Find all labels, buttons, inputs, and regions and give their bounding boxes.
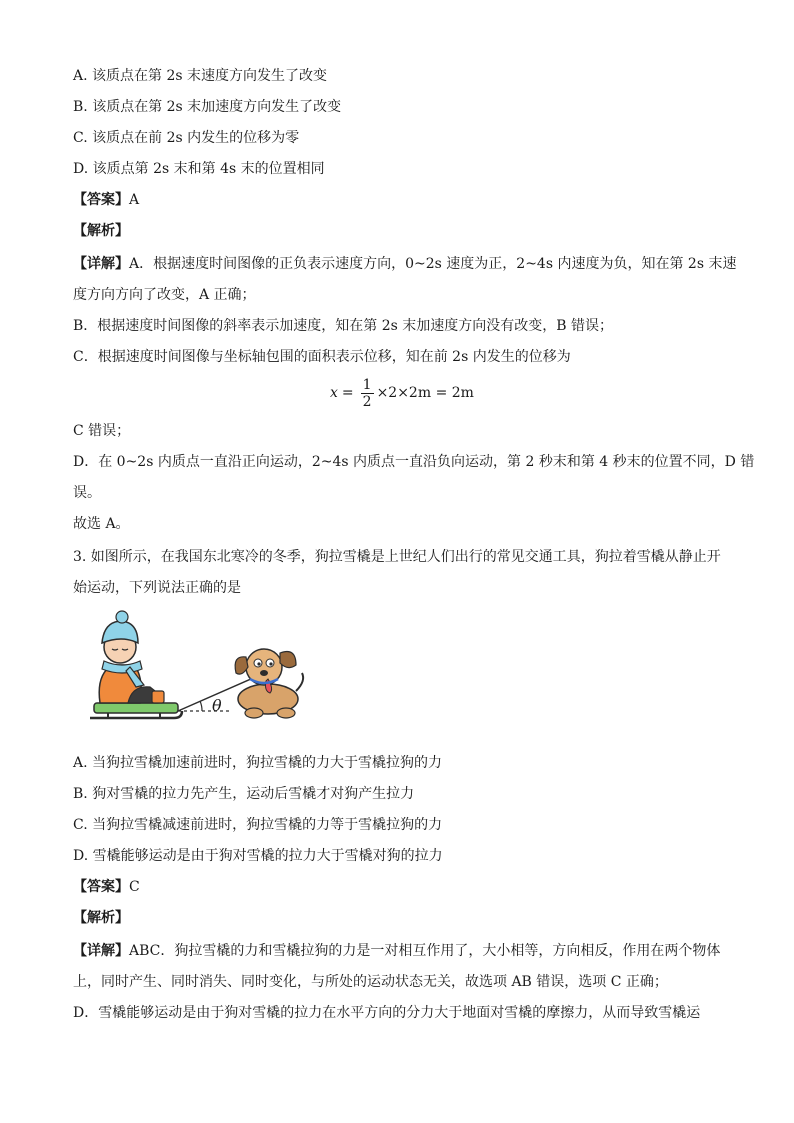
sled-seat [94, 703, 178, 713]
dog-sled-illustration [82, 605, 308, 731]
q3-stem-line1: 3. 如图所示，在我国东北寒冷的冬季，狗拉雪橇是上世纪人们出行的常见交通工具，狗拉着雪橇从静止开 [73, 549, 721, 565]
q3-option-d: D. 雪橇能够运动是由于狗对雪橇的拉力大于雪橇对狗的拉力 [73, 848, 443, 864]
answer-value: C [129, 879, 140, 895]
dog-paw [245, 708, 263, 718]
q2-option-a: A. 该质点在第 2s 末速度方向发生了改变 [73, 68, 328, 84]
q3-stem-line2: 始运动，下列说法正确的是 [73, 580, 241, 596]
q2-detail-a-line1 [73, 254, 737, 274]
detail-abc-text: ABC．狗拉雪橇的力和雪橇拉狗的力是一对相互作用了，大小相等，方向相反，作用在两个物体 [129, 943, 721, 959]
formula-lhs: x [330, 385, 338, 401]
q2-option-d: D. 该质点第 2s 末和第 4s 末的位置相同 [73, 161, 325, 177]
q2-detail-c: C．根据速度时间图像与坐标轴包围的面积表示位移，知在前 2s 内发生的位移为 [73, 349, 571, 365]
displacement-formula [330, 372, 530, 414]
q2-analysis-label: 【解析】 [73, 223, 129, 239]
dog-tail [296, 673, 303, 691]
child-boot [152, 691, 164, 703]
q3-detail-d-line1: D．雪橇能够运动是由于狗对雪橇的拉力在水平方向的分力大于地面对雪橇的摩擦力，从而导致雪橇运 [73, 1005, 701, 1021]
dog-nose [260, 670, 268, 676]
detail-a-text: A．根据速度时间图像的正负表示速度方向，0~2s 速度为正，2~4s 内速度为负，知在第 2s 末速 [129, 256, 737, 272]
detail-label: 【详解】 [73, 256, 129, 272]
formula-equals: = [341, 385, 354, 401]
q3-detail-abc-line2: 上，同时产生、同时消失、同时变化，与所处的运动状态无关，故选项 AB 错误，选项 C 正确； [73, 974, 668, 990]
q2-detail-a-line2: 度方向方向了改变，A 正确； [73, 287, 256, 303]
formula-fraction [361, 377, 374, 410]
fraction-numerator: 1 [362, 376, 372, 393]
q3-option-a: A. 当狗拉雪橇加速前进时，狗拉雪橇的力大于雪橇拉狗的力 [73, 755, 443, 771]
answer-label: 【答案】 [73, 879, 129, 895]
q2-conclusion: 故选 A。 [73, 516, 130, 532]
answer-value: A [129, 192, 140, 208]
formula-rhs: ×2×2m = 2m [376, 385, 474, 401]
dog-pupil [257, 662, 260, 665]
child-hat [102, 621, 138, 643]
q2-option-c: C. 该质点在前 2s 内发生的位移为零 [73, 130, 300, 146]
dog-pupil [269, 662, 272, 665]
detail-label: 【详解】 [73, 943, 129, 959]
angle-arc [200, 701, 202, 711]
hat-pompom [116, 611, 128, 623]
q3-analysis-label: 【解析】 [73, 910, 129, 926]
q3-option-b: B. 狗对雪橇的拉力先产生，运动后雪橇才对狗产生拉力 [73, 786, 415, 802]
dog-ear [280, 652, 296, 668]
q2-detail-c-end: C 错误； [73, 423, 131, 439]
fraction-denominator: 2 [362, 393, 372, 410]
answer-label: 【答案】 [73, 192, 129, 208]
q2-detail-d-line1: D．在 0~2s 内质点一直沿正向运动，2~4s 内质点一直沿负向运动，第 2 秒末和第 4 秒末的位置不同，D 错 [73, 454, 755, 470]
dog-paw [277, 708, 295, 718]
q3-answer [73, 877, 723, 897]
q3-detail-abc-line1 [73, 941, 723, 961]
q2-detail-b: B．根据速度时间图像的斜率表示加速度，知在第 2s 末加速度方向没有改变，B 错误； [73, 318, 614, 334]
q2-detail-d-line2: 误。 [73, 485, 101, 501]
q3-option-c: C. 当狗拉雪橇减速前进时，狗拉雪橇的力等于雪橇拉狗的力 [73, 817, 443, 833]
q2-answer [73, 190, 723, 210]
theta-label: θ [212, 696, 222, 715]
q2-option-b: B. 该质点在第 2s 末加速度方向发生了改变 [73, 99, 342, 115]
